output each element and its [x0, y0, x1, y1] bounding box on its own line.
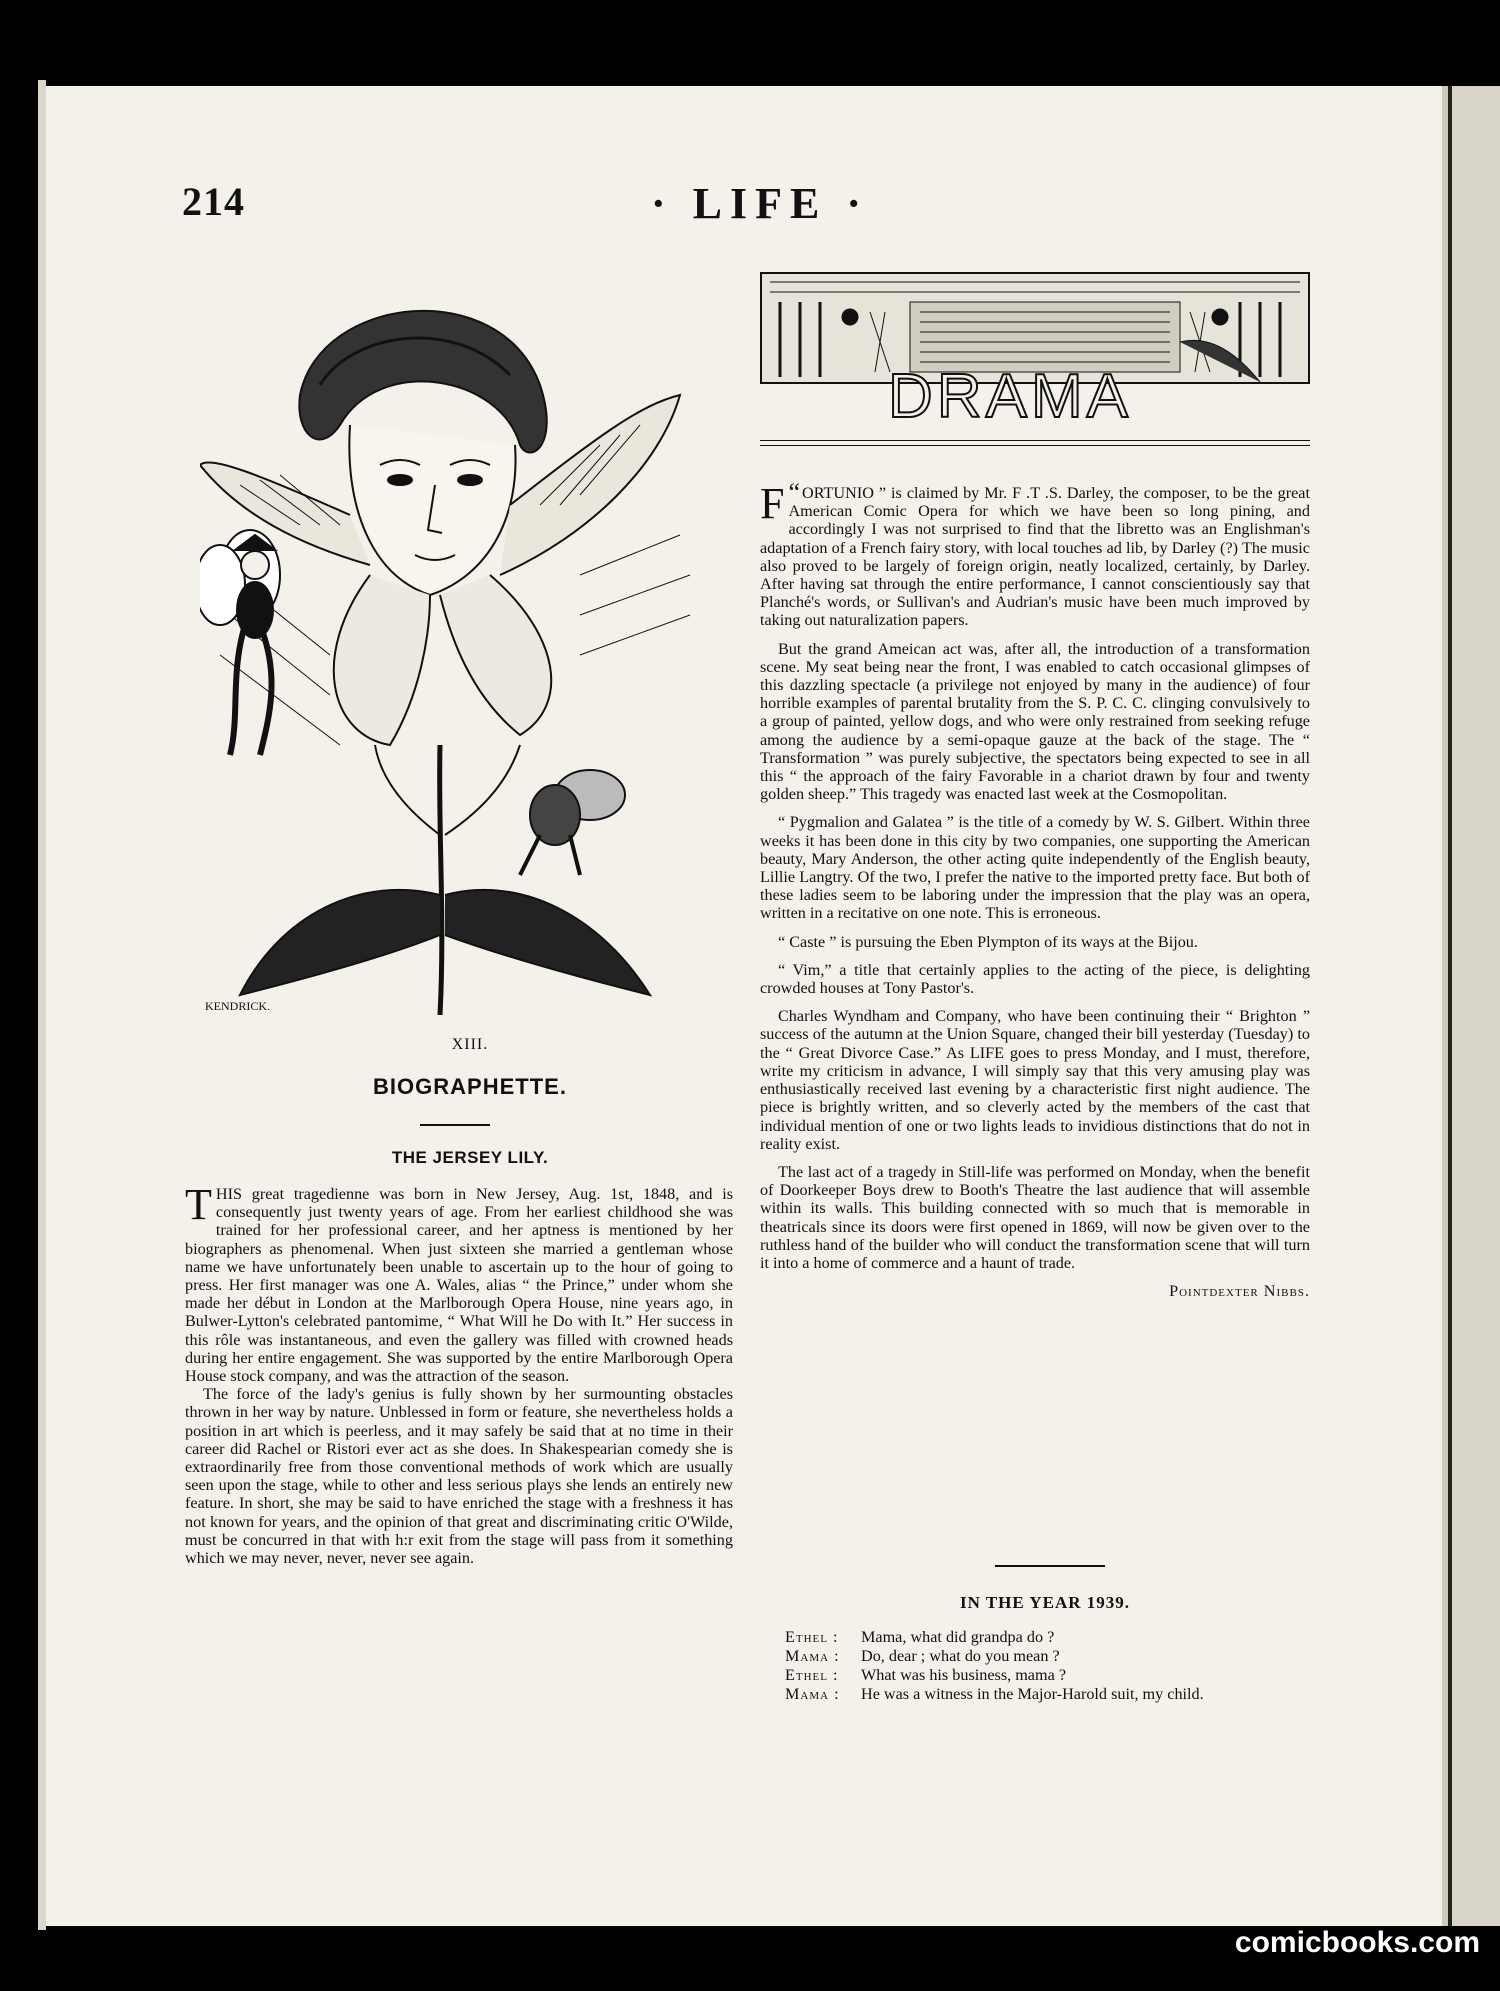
biographette-paragraph-2: The force of the lady's genius is fully shown by her surmounting obstacles thrown in her way by nature. Unblessed in form or feature, she nevertheless holds a position in art which is peerless, and it may safely be said that at no time in their career did Rachel or Ristori ever act as she does. In Shakespearian comedy she is extraordinarily free from those conventional methods of work which are usually seen upon the stage, while to other and less serious plays she lends an entirely new feature. In short, she may be said to have enriched the stage with a freshness it has not known for years, and the opinion of that great and discriminating critic O'Wilde, must be concurred in that with h:r exit from the stage will pass from it something which we may never, never, never see again. [185, 1385, 733, 1568]
drama-signature: Pointdexter Nibbs. [1169, 1282, 1310, 1301]
drama-paragraph-5: “ Vim,” a title that certainly applies to the acting of the piece, is delighting crowded houses at Tony Pastor's. [760, 960, 1310, 998]
title-divider [420, 1124, 490, 1126]
year-piece-title: IN THE YEAR 1939. [959, 1593, 1131, 1612]
year-piece-dialogue [785, 1628, 1315, 1704]
drama-banner-title: DRAMA [888, 362, 1132, 427]
magazine-masthead: · LIFE · [650, 179, 870, 228]
drama-paragraph-7: The last act of a tragedy in Still-life was performed on Monday, when the benefit of Doorkeeper Boys drew to Booth's Theatre the last audience that will assemble within its walls. This building connected with so much that is memorable in theatricals since its doors were first opened in 1869, will now be given over to the ruthless hand of the builder who will conduct the transformation scene that will turn it into a home of commerce and a haunt of trade. [760, 1162, 1310, 1272]
plate-number: XIII. [451, 1036, 489, 1053]
artist-signature: KENDRICK. [205, 999, 270, 1013]
drop-cap: T [185, 1180, 212, 1229]
drama-paragraph-6: Charles Wyndham and Company, who have been continuing their “ Brighton ” success of the autumn at the Union Square, changed their bill yesterday (Tuesday) to the “ Great Divorce Case.” As LIFE goes to press Monday, and I must, therefore, write my criticism in advance, I will simply say that this very amusing play was enthusiastically received last evening by a characteristic first night audience. The piece is brightly written, and so cleverly acted by the members of the cast that individual mention of one or two lights leads to invidious distinctions that do not in reality exist. [760, 1007, 1310, 1153]
year-divider [995, 1565, 1105, 1567]
drama-drop-cap: F [760, 479, 785, 528]
adjacent-page-edge [1452, 86, 1500, 1926]
source-watermark: comicbooks.com [1234, 1926, 1480, 1959]
dialogue-line: Mama : Do, dear ; what do you mean ? [785, 1647, 1060, 1665]
drama-paragraph-1: “ F ORTUNIO ” is claimed by Mr. F .T .S. Darley, the composer, to be the great American Comic Opera for which we have been so long pining, and accordingly I was not surprised to find that the libretto was an Englishman's adaptation of a French fairy story, with local touches ad lib, by Darley (?) The music also proved to be largely of foreign origin, neatly localized, certainly, by Darley. After having sat through the entire performance, I cannot conscientiously say that Planché's words, or Sullivan's and Audrian's music have been much improved by taking out naturalization papers. [760, 478, 1310, 630]
drama-paragraph-3: “ Pygmalion and Galatea ” is the title of a comedy by W. S. Gilbert. Within three weeks it has been done in this city by two companies, one supporting the American beauty, Mary Anderson, the other acting quite independently of the English beauty, Lillie Langtry. Of the two, I prefer the native to the imported pretty face. But both of these ladies seem to be laboring under the impression that the play was an opera, written in a recitative on one note. This is erroneous. [760, 813, 1310, 923]
biographette-paragraph-1: THIS great tragedienne was born in New Jersey, Aug. 1st, 1848, and is consequently just twenty years of age. From her earliest childhood she was trained for her professional career, and her aptness is mentioned by her biographers as phenomenal. When just sixteen she married a gentleman whose name we have unfortunately been unable to ascertain up to the hour of going to press. Her first manager was one A. Wales, alias “ the Prince,” under whom she made her début in London at the Marlborough Opera House, nine years ago, in Bulwer-Lytton's celebrated pantomime, “ What Will he Do with It.” Her success in this rôle was instantaneous, and even the gallery was filled with crowned heads during her entire engagement. She was supported by the entire Marlborough Opera House stock company, and was the attraction of the season. [185, 1180, 733, 1386]
biographette-subtitle: THE JERSEY LILY. [391, 1148, 549, 1167]
dialogue-line: Mama : He was a witness in the Major-Harold suit, my child. [785, 1685, 1204, 1703]
dialogue-line: Ethel : Mama, what did grandpa do ? [785, 1628, 1055, 1646]
drama-paragraph-4: “ Caste ” is pursuing the Eben Plympton of its ways at the Bijou. [778, 932, 1198, 951]
drama-article [760, 478, 1310, 1310]
biographette-article [185, 1180, 733, 1568]
drama-paragraph-2: But the grand Ameican act was, after all, the introduction of a transformation scene. My seat being near the front, I was enabled to catch occasional glimpses of this dazzling spectacle (a privilege not enjoyed by many in the audience) of four horrible examples of parental brutality from the S. P. C. C. clinging convulsively to a group of painted, yellow dogs, and who were only restrained from seeking refuge among the audience by a semi-opaque gauze at the back of the stage. The “ Transformation ” was purely subjective, the spectators being expected to see in all this “ the approach of the fairy Favorable in a chariot drawn by four and twenty golden sheep.” This tragedy was enacted last week at the Cosmopolitan. [760, 639, 1310, 804]
jersey-lily-illustration [200, 275, 710, 1015]
page-left-edge [38, 80, 46, 1930]
dialogue-line: Ethel : What was his business, mama ? [785, 1666, 1066, 1684]
drama-rule [760, 440, 1310, 446]
biographette-title: BIOGRAPHETTE. [373, 1074, 567, 1099]
drama-banner [760, 272, 1310, 427]
page-number: 214 [182, 179, 245, 224]
